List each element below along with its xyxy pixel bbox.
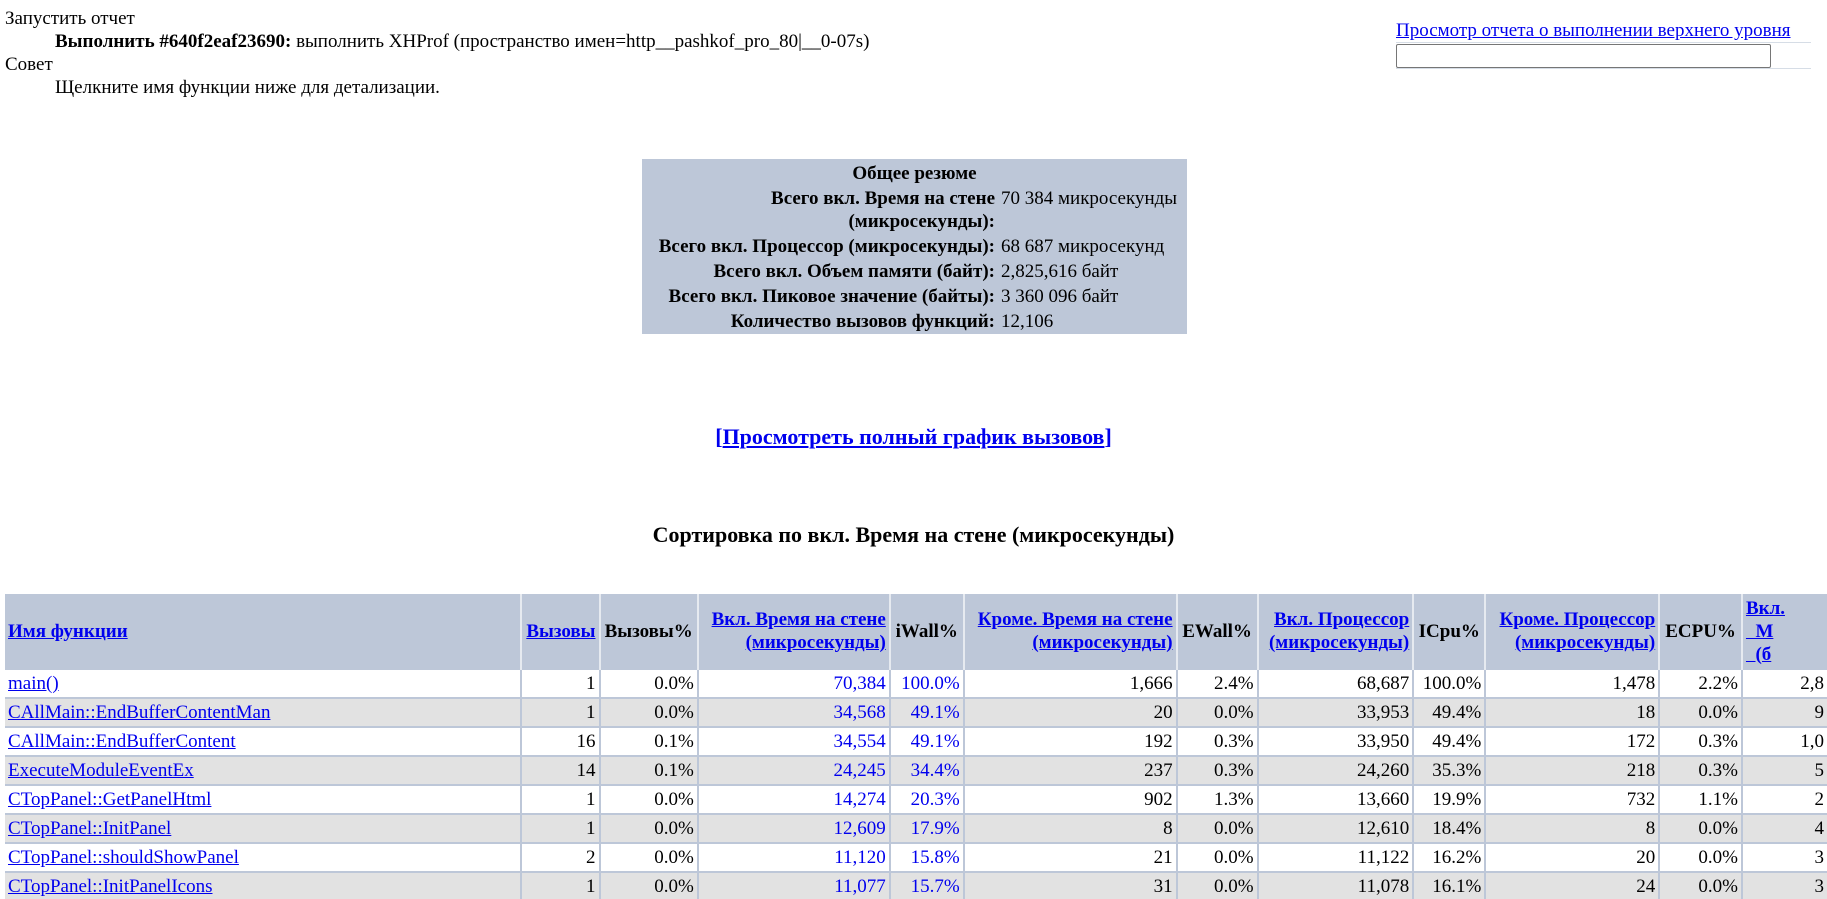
table-row xyxy=(5,785,1827,814)
incl-cpu-pct-value: 18.4% xyxy=(1413,814,1485,843)
excl-wall-pct-value: 0.0% xyxy=(1177,698,1258,727)
incl-wall-value: 11,077 xyxy=(698,872,890,899)
incl-mem-value: 1,0 xyxy=(1742,727,1827,756)
view-full-callgraph-link[interactable] xyxy=(715,424,1112,449)
run-id: Выполнить #640f2eaf23690: xyxy=(55,31,292,52)
summary-row xyxy=(642,259,1187,284)
incl-cpu-pct-value: 35.3% xyxy=(1413,756,1485,785)
calls-pct-value: 0.0% xyxy=(600,872,698,899)
function-name-link[interactable]: ExecuteModuleEventEx xyxy=(8,760,194,781)
sort-by-excl-wall-time[interactable]: Кроме. Время на стене (микросекунды) xyxy=(977,609,1173,653)
incl-mem-value: 3 xyxy=(1742,843,1827,872)
calls-pct-value: 0.1% xyxy=(600,756,698,785)
function-name-link[interactable]: CAllMain::EndBufferContent xyxy=(8,731,236,752)
summary-label: Всего вкл. Пиковое значение (байты): xyxy=(668,286,995,307)
summary-value: 68 687 микросекунд xyxy=(1001,236,1165,257)
excl-wall-value: 8 xyxy=(964,814,1177,843)
calls-pct-value: 0.0% xyxy=(600,669,698,698)
incl-cpu-pct-value: 49.4% xyxy=(1413,727,1485,756)
header-iwall-pct: iWall% xyxy=(890,594,964,669)
excl-cpu-value: 1,478 xyxy=(1485,669,1659,698)
header-icpu-pct: ICpu% xyxy=(1413,594,1485,669)
incl-cpu-value: 11,122 xyxy=(1258,843,1414,872)
incl-wall-value: 70,384 xyxy=(698,669,890,698)
function-name-link[interactable]: CTopPanel::shouldShowPanel xyxy=(8,847,239,868)
calls-value: 1 xyxy=(521,698,600,727)
sort-by-incl-wall-time[interactable]: Вкл. Время на стене (микросекунды) xyxy=(711,609,886,653)
header-ecpu-pct: ECPU% xyxy=(1659,594,1742,669)
incl-mem-value: 2,8 xyxy=(1742,669,1827,698)
incl-wall-value: 24,245 xyxy=(698,756,890,785)
table-row xyxy=(5,727,1827,756)
excl-wall-pct-value: 0.0% xyxy=(1177,814,1258,843)
incl-cpu-value: 11,078 xyxy=(1258,872,1414,899)
incl-cpu-value: 24,260 xyxy=(1258,756,1414,785)
sort-by-excl-cpu[interactable]: Кроме. Процессор (микросекунды) xyxy=(1499,609,1656,653)
summary-row xyxy=(642,309,1187,334)
table-row xyxy=(5,698,1827,727)
incl-wall-value: 11,120 xyxy=(698,843,890,872)
summary-value: 12,106 xyxy=(1001,311,1054,332)
function-search-input[interactable] xyxy=(1396,44,1771,68)
calls-value: 2 xyxy=(521,843,600,872)
summary-label: Всего вкл. Процессор (микросекунды): xyxy=(658,236,995,257)
table-row xyxy=(5,669,1827,698)
incl-mem-value: 4 xyxy=(1742,814,1827,843)
run-info xyxy=(5,7,869,99)
incl-cpu-value: 13,660 xyxy=(1258,785,1414,814)
excl-wall-pct-value: 1.3% xyxy=(1177,785,1258,814)
excl-wall-value: 31 xyxy=(964,872,1177,899)
header-ewall-pct: EWall% xyxy=(1177,594,1258,669)
excl-cpu-pct-value: 0.0% xyxy=(1659,872,1742,899)
sort-by-incl-cpu[interactable]: Вкл. Процессор (микросекунды) xyxy=(1268,609,1410,653)
excl-wall-value: 21 xyxy=(964,843,1177,872)
sort-by-incl-memory[interactable]: Вкл. М (б xyxy=(1745,597,1785,665)
calls-value: 14 xyxy=(521,756,600,785)
run-description xyxy=(55,30,869,53)
sort-heading: Сортировка по вкл. Время на стене (микросекунды) xyxy=(652,522,1175,547)
table-row xyxy=(5,814,1827,843)
table-row xyxy=(5,843,1827,872)
function-name-cell xyxy=(5,843,521,872)
excl-wall-pct-value: 0.3% xyxy=(1177,756,1258,785)
summary-row xyxy=(642,234,1187,259)
excl-cpu-pct-value: 2.2% xyxy=(1659,669,1742,698)
overall-summary-table xyxy=(642,159,1187,334)
summary-title: Общее резюме xyxy=(852,163,977,184)
calls-value: 1 xyxy=(521,785,600,814)
excl-wall-value: 20 xyxy=(964,698,1177,727)
excl-wall-value: 902 xyxy=(964,785,1177,814)
excl-cpu-pct-value: 1.1% xyxy=(1659,785,1742,814)
calls-pct-value: 0.0% xyxy=(600,843,698,872)
function-name-cell xyxy=(5,756,521,785)
excl-cpu-value: 18 xyxy=(1485,698,1659,727)
incl-cpu-pct-value: 49.4% xyxy=(1413,698,1485,727)
function-stats-table xyxy=(5,594,1827,899)
summary-value: 2,825,616 байт xyxy=(1001,261,1119,282)
incl-cpu-value: 12,610 xyxy=(1258,814,1414,843)
table-row xyxy=(5,872,1827,899)
incl-wall-pct-value: 49.1% xyxy=(890,698,964,727)
incl-wall-pct-value: 34.4% xyxy=(890,756,964,785)
summary-label: Всего вкл. Время на стене (микросекунды): xyxy=(771,188,995,232)
excl-wall-pct-value: 2.4% xyxy=(1177,669,1258,698)
summary-value: 70 384 микросекунды xyxy=(1001,188,1178,209)
bracket-open: [ xyxy=(715,424,723,449)
function-name-link[interactable]: CTopPanel::GetPanelHtml xyxy=(8,789,212,810)
top-right-panel xyxy=(1396,20,1816,69)
excl-cpu-value: 24 xyxy=(1485,872,1659,899)
summary-label: Количество вызовов функций: xyxy=(730,311,995,332)
excl-wall-pct-value: 0.3% xyxy=(1177,727,1258,756)
excl-cpu-value: 732 xyxy=(1485,785,1659,814)
divider xyxy=(1396,42,1811,43)
calls-pct-value: 0.0% xyxy=(600,698,698,727)
sort-by-function-name[interactable]: Имя функции xyxy=(8,620,128,642)
incl-cpu-value: 33,953 xyxy=(1258,698,1414,727)
incl-cpu-value: 33,950 xyxy=(1258,727,1414,756)
incl-cpu-value: 68,687 xyxy=(1258,669,1414,698)
header-calls-pct: Вызовы% xyxy=(600,594,698,669)
excl-cpu-pct-value: 0.3% xyxy=(1659,756,1742,785)
excl-cpu-value: 20 xyxy=(1485,843,1659,872)
excl-wall-value: 192 xyxy=(964,727,1177,756)
tip-label: Совет xyxy=(5,54,53,75)
function-name-link[interactable]: main() xyxy=(8,673,59,694)
function-name-cell xyxy=(5,698,521,727)
incl-cpu-pct-value: 16.1% xyxy=(1413,872,1485,899)
function-name-link[interactable]: CAllMain::EndBufferContentMan xyxy=(8,702,271,723)
calls-pct-value: 0.0% xyxy=(600,814,698,843)
incl-wall-pct-value: 20.3% xyxy=(890,785,964,814)
incl-wall-pct-value: 15.7% xyxy=(890,872,964,899)
incl-cpu-pct-value: 16.2% xyxy=(1413,843,1485,872)
function-name-link[interactable]: CTopPanel::InitPanelIcons xyxy=(8,876,213,897)
excl-cpu-pct-value: 0.0% xyxy=(1659,698,1742,727)
summary-row xyxy=(642,284,1187,309)
incl-mem-value: 2 xyxy=(1742,785,1827,814)
summary-label: Всего вкл. Объем памяти (байт): xyxy=(713,261,995,282)
excl-cpu-value: 8 xyxy=(1485,814,1659,843)
function-name-cell xyxy=(5,872,521,899)
incl-wall-pct-value: 100.0% xyxy=(890,669,964,698)
incl-wall-value: 34,568 xyxy=(698,698,890,727)
incl-cpu-pct-value: 19.9% xyxy=(1413,785,1485,814)
incl-wall-value: 14,274 xyxy=(698,785,890,814)
incl-mem-value: 5 xyxy=(1742,756,1827,785)
function-name-cell xyxy=(5,785,521,814)
excl-wall-value: 237 xyxy=(964,756,1177,785)
calls-value: 1 xyxy=(521,669,600,698)
excl-wall-pct-value: 0.0% xyxy=(1177,843,1258,872)
excl-wall-value: 1,666 xyxy=(964,669,1177,698)
incl-wall-pct-value: 49.1% xyxy=(890,727,964,756)
incl-wall-pct-value: 15.8% xyxy=(890,843,964,872)
function-name-link[interactable]: CTopPanel::InitPanel xyxy=(8,818,172,839)
run-report-label: Запустить отчет xyxy=(5,8,135,29)
incl-wall-pct-value: 17.9% xyxy=(890,814,964,843)
incl-mem-value: 3 xyxy=(1742,872,1827,899)
calls-value: 1 xyxy=(521,814,600,843)
function-name-cell xyxy=(5,814,521,843)
incl-cpu-pct-value: 100.0% xyxy=(1413,669,1485,698)
top-level-run-report-link[interactable]: Просмотр отчета о выполнении верхнего уровня xyxy=(1396,20,1791,41)
table-row xyxy=(5,756,1827,785)
calls-value: 1 xyxy=(521,872,600,899)
callgraph-link-text: Просмотреть полный график вызовов xyxy=(722,424,1105,449)
excl-cpu-value: 172 xyxy=(1485,727,1659,756)
table-header-row xyxy=(5,594,1827,669)
excl-wall-pct-value: 0.0% xyxy=(1177,872,1258,899)
summary-row xyxy=(642,186,1187,234)
sort-by-calls[interactable]: Вызовы xyxy=(526,620,596,642)
calls-value: 16 xyxy=(521,727,600,756)
excl-cpu-pct-value: 0.3% xyxy=(1659,727,1742,756)
callgraph-section xyxy=(0,424,1827,450)
excl-cpu-pct-value: 0.0% xyxy=(1659,843,1742,872)
calls-pct-value: 0.0% xyxy=(600,785,698,814)
function-name-cell xyxy=(5,727,521,756)
calls-pct-value: 0.1% xyxy=(600,727,698,756)
bracket-close: ] xyxy=(1104,424,1112,449)
divider xyxy=(1396,68,1811,69)
excl-cpu-pct-value: 0.0% xyxy=(1659,814,1742,843)
function-name-cell xyxy=(5,669,521,698)
incl-wall-value: 12,609 xyxy=(698,814,890,843)
excl-cpu-value: 218 xyxy=(1485,756,1659,785)
incl-mem-value: 9 xyxy=(1742,698,1827,727)
incl-wall-value: 34,554 xyxy=(698,727,890,756)
summary-value: 3 360 096 байт xyxy=(1001,286,1119,307)
run-desc-text: выполнить XHProf (пространство имен=http__pashkof_pro_80|__0-07s) xyxy=(291,31,870,52)
tip-text: Щелкните имя функции ниже для детализации. xyxy=(55,77,440,98)
